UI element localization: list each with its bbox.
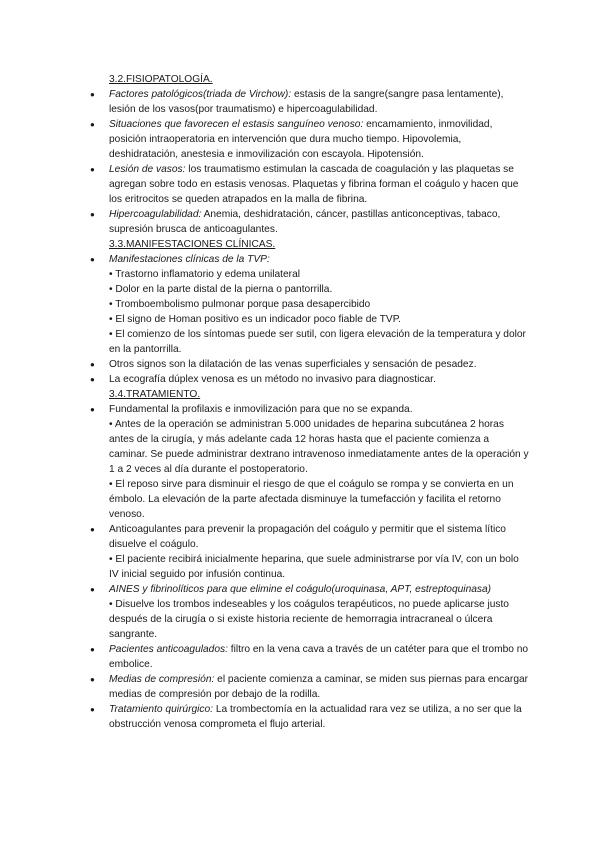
list-item [90, 582, 530, 642]
item-text: estasis de la sangre(sangre pasa lentamente), lesión de los vasos(por traumatismo) e hipercoagulabilidad. [109, 89, 504, 115]
item-text: el paciente comienza a caminar, se miden sus piernas para encargar medias de compresión por debajo de la rodilla. [109, 674, 529, 700]
document-content [90, 72, 530, 732]
item-text: encamamiento, inmovilidad, posición intraoperatoria en intervención que dura mucho tiempo. Hipovolemia, deshidratación, anestesia e inmovilización con escayola. Hipotensión. [109, 119, 493, 160]
item-label: Situaciones que favorecen el estasis sanguíneo venoso: [109, 119, 364, 130]
item-text: Anemia, deshidratación, cáncer, pastillas anticonceptivas, tabaco, supresión brusca de anticoagulantes. [109, 209, 501, 235]
sub-item: • Trastorno inflamatorio y edema unilateral [109, 269, 300, 280]
list-item [90, 357, 530, 372]
sub-item: • El paciente recibirá inicialmente heparina, que suele administrarse por vía IV, con un bolo IV inicial seguido por infusión continua. [109, 554, 519, 580]
list-item [90, 207, 530, 237]
item-label: Pacientes anticoagulados: [109, 644, 228, 655]
item-label: Medias de compresión: [109, 674, 215, 685]
list-item [90, 117, 530, 162]
item-label: Lesión de vasos: [109, 164, 186, 175]
list-item [90, 87, 530, 117]
item-text: los traumatismo estimulan la cascada de coagulación y las plaquetas se agregan sobre todo en estasis venosas. Plaquetas y fibrina forman el coágulo y hacen que los eritrocitos se queden atrapados en la malla de fibrina. [109, 164, 519, 205]
item-text: La trombectomía en la actualidad rara vez se utiliza, a no ser que la obstrucción venosa comprometa el flujo arterial. [109, 704, 522, 730]
item-text: La ecografía dúplex venosa es un método no invasivo para diagnosticar. [109, 374, 436, 385]
item-text: filtro en la vena cava a través de un catéter para que el trombo no embolice. [109, 644, 529, 670]
list-item [90, 672, 530, 702]
list-fisiopatologia [90, 87, 530, 237]
list-item [90, 162, 530, 207]
item-label: Tratamiento quirúrgico: [109, 704, 213, 715]
sub-item: • Antes de la operación se administran 5.000 unidades de heparina subcutánea 2 horas antes de la cirugía, y más adelante cada 12 horas hasta que el paciente comienza a caminar. Se puede administrar dextrano intravenoso inmediatamente antes de la operación y 1 a 2 veces al día durante el postoperatorio. [109, 419, 529, 475]
sub-item: • El reposo sirve para disminuir el riesgo de que el coágulo se rompa y se convierta en un émbolo. La elevación de la parte afectada disminuye la tumefacción y facilita el retorno venoso. [109, 479, 514, 520]
item-label: Manifestaciones clínicas de la TVP: [109, 254, 270, 265]
list-tratamiento [90, 402, 530, 732]
item-text: Fundamental la profilaxis e inmovilización para que no se expanda. [109, 404, 413, 415]
list-item [90, 252, 530, 357]
item-text: Anticoagulantes para prevenir la propagación del coágulo y permitir que el sistema lítico disuelve el coágulo. [109, 524, 506, 550]
sub-item: • Tromboembolismo pulmonar porque pasa desapercibido [109, 299, 371, 310]
list-item [90, 522, 530, 582]
list-item [90, 372, 530, 387]
heading-fisiopatologia: 3.2.FISIOPATOLOGÍA. [109, 74, 213, 85]
sub-item: • Disuelve los trombos indeseables y los coágulos terapéuticos, no puede aplicarse justo después de la cirugía o si existe historia reciente de hemorragia intracraneal o úlcera sangrante. [109, 599, 509, 640]
item-label: Factores patológicos(triada de Virchow): [109, 89, 292, 100]
heading-tratamiento: 3.4.TRATAMIENTO. [109, 389, 201, 400]
sub-item: • Dolor en la parte distal de la pierna o pantorrilla. [109, 284, 333, 295]
list-item [90, 402, 530, 522]
sub-item: • El signo de Homan positivo es un indicador poco fiable de TVP. [109, 314, 402, 325]
list-item [90, 642, 530, 672]
item-text: Otros signos son la dilatación de las venas superficiales y sensación de pesadez. [109, 359, 477, 370]
item-label: Hipercoagulabilidad: [109, 209, 202, 220]
sub-item: • El comienzo de los síntomas puede ser sutil, con ligera elevación de la temperatura y dolor en la pantorrilla. [109, 329, 526, 355]
item-label: AINES y fibrinolíticos para que elimine el coágulo(uroquinasa, APT, estreptoquinasa) [109, 584, 492, 595]
list-manifestaciones [90, 252, 530, 387]
list-item [90, 702, 530, 732]
heading-manifestaciones: 3.3.MANIFESTACIONES CLÍNICAS. [109, 239, 276, 250]
